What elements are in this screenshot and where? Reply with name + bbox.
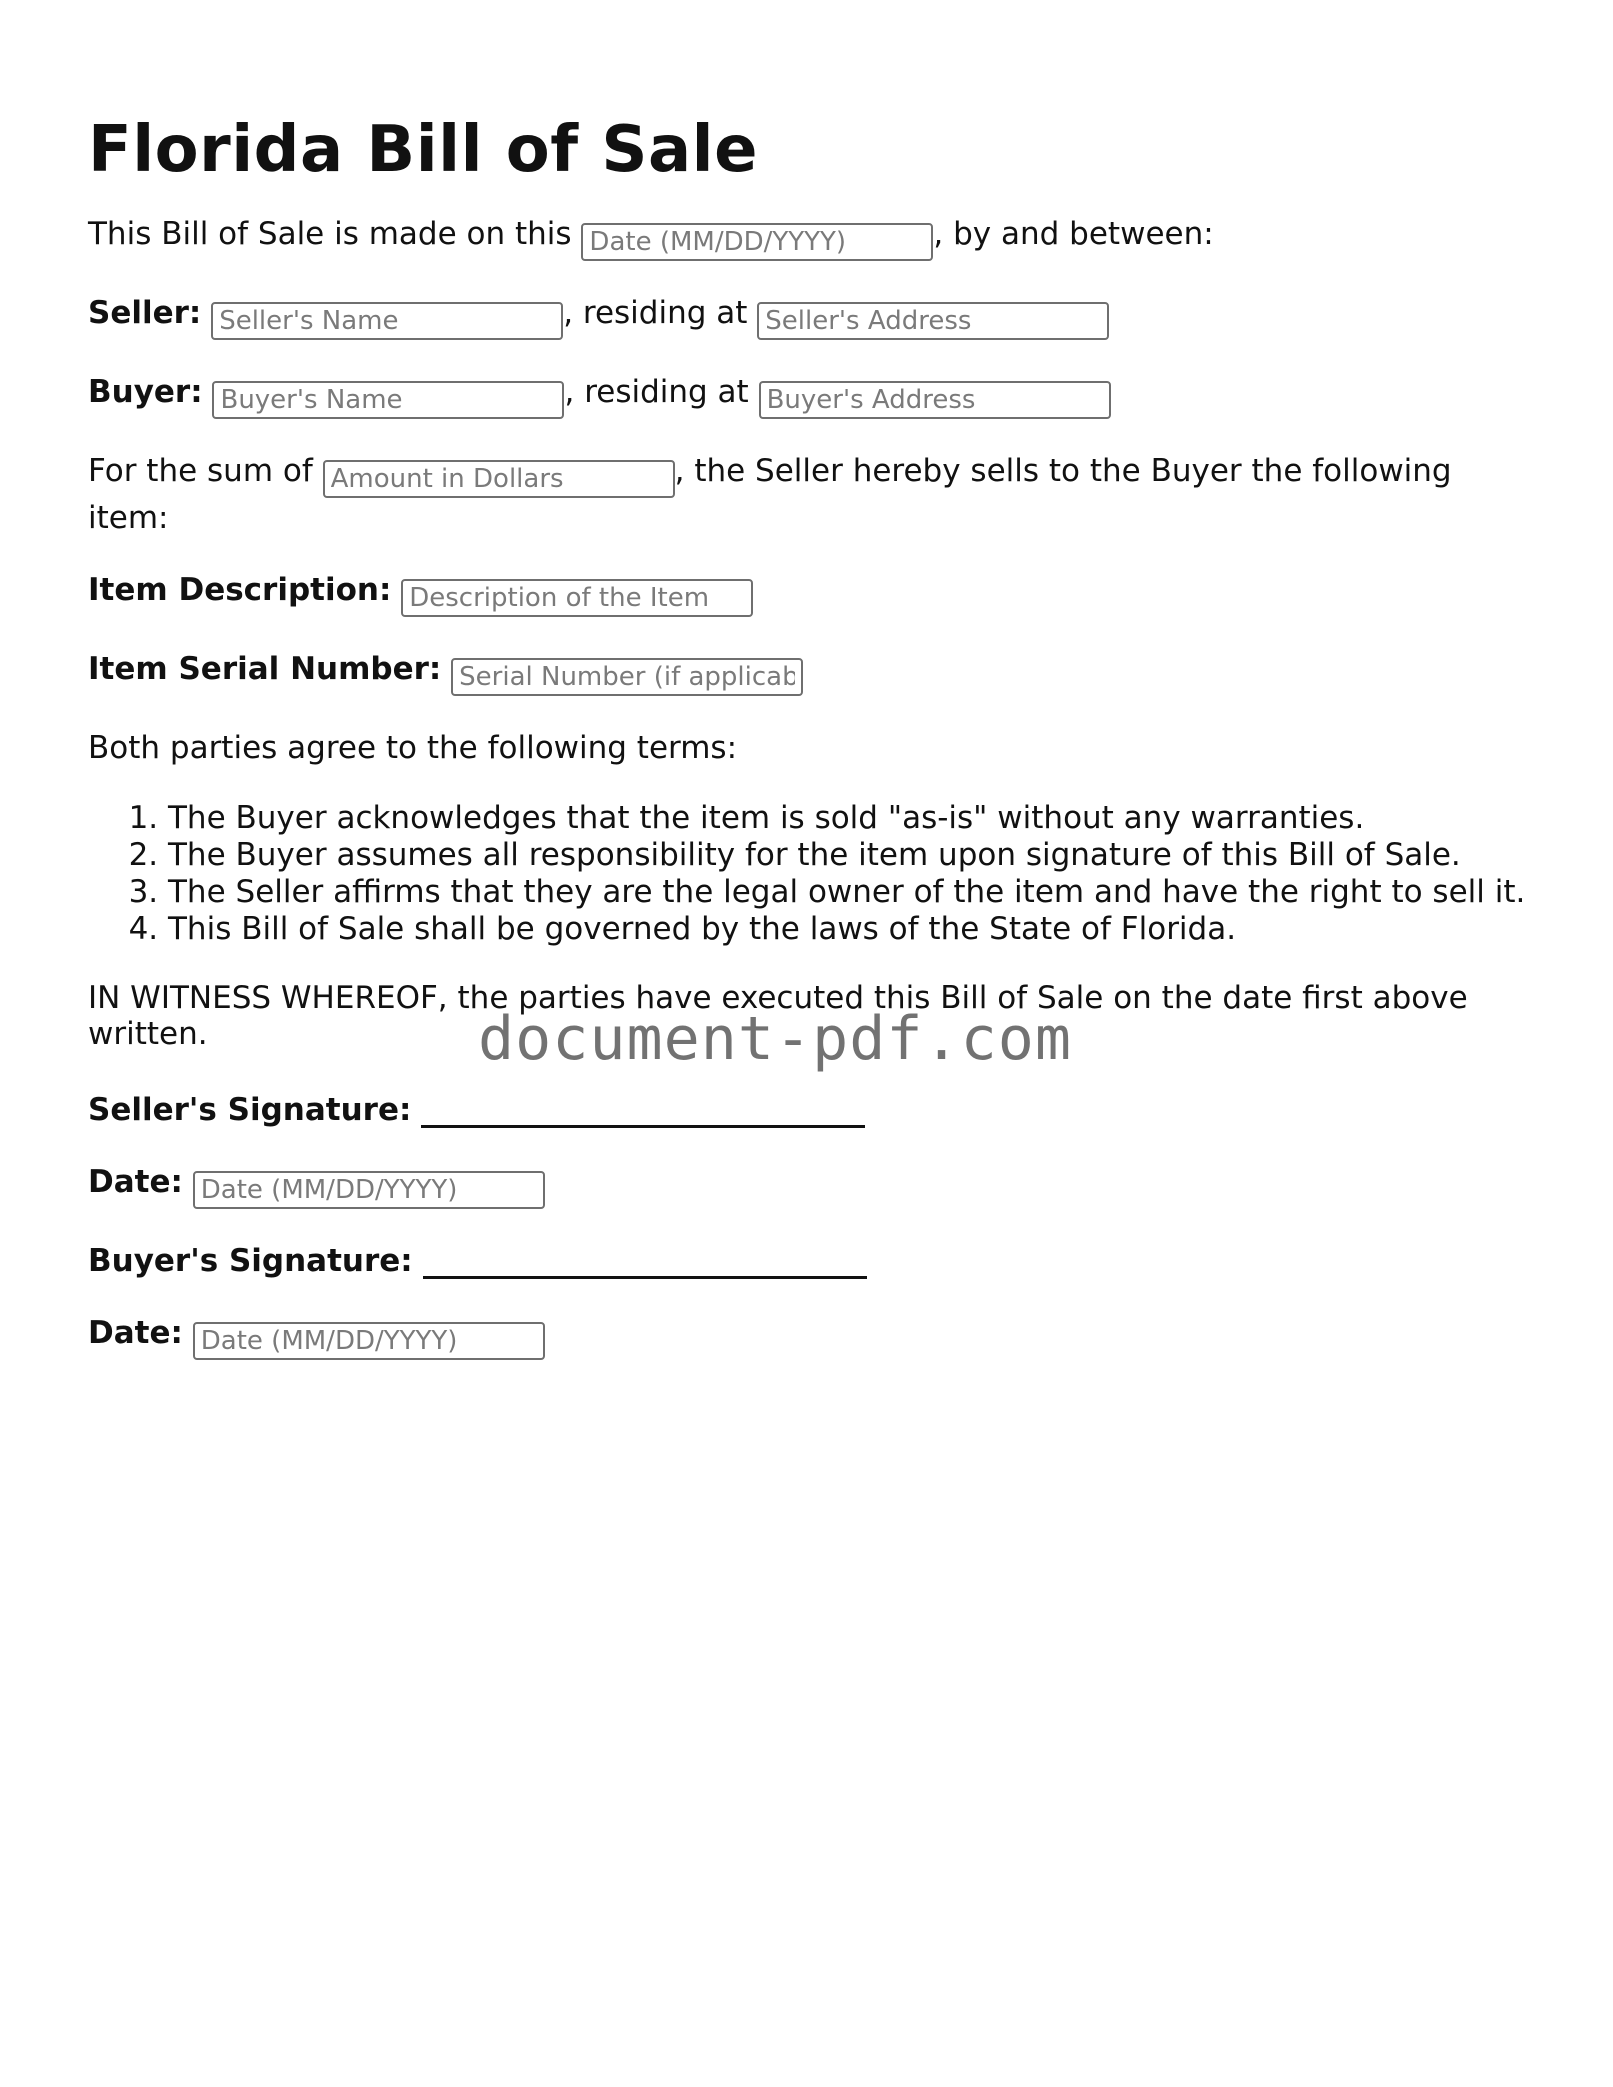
term-item: 1. The Buyer acknowledges that the item is sold "as-is" without any warranties. [168,800,1528,837]
term-item: 4. This Bill of Sale shall be governed by the laws of the State of Florida. [168,911,1528,948]
buyer-date-row [88,1313,1528,1360]
buyer-signature-line[interactable] [423,1244,867,1279]
amount-field[interactable] [323,460,675,498]
seller-date-label: Date: [88,1164,183,1200]
intro-after-text: , by and between: [933,216,1214,252]
buyer-residing-text: , residing at [564,374,749,410]
seller-label: Seller: [88,295,202,331]
seller-date-field[interactable] [193,1171,545,1209]
buyer-date-label: Date: [88,1315,183,1351]
seller-signature-label: Seller's Signature: [88,1092,412,1128]
item-description-row [88,570,1528,617]
bill-of-sale-document [88,108,1528,1392]
terms-intro: Both parties agree to the following terms: [88,730,738,766]
item-serial-row [88,649,1528,696]
buyer-signature-row [88,1241,1528,1281]
item-serial-field[interactable] [451,658,803,696]
watermark: document-pdf.com [478,1004,1072,1074]
seller-date-row [88,1162,1528,1209]
item-description-field[interactable] [401,579,753,617]
buyer-signature-label: Buyer's Signature: [88,1243,413,1279]
item-serial-label: Item Serial Number: [88,651,442,687]
term-item: 3. The Seller affirms that they are the legal owner of the item and have the right to sell it. [168,874,1528,911]
seller-name-field[interactable] [211,302,563,340]
term-item: 2. The Buyer assumes all responsibility for the item upon signature of this Bill of Sale. [168,837,1528,874]
item-description-label: Item Description: [88,572,392,608]
buyer-label: Buyer: [88,374,203,410]
buyer-address-field[interactable] [759,381,1111,419]
seller-address-field[interactable] [757,302,1109,340]
seller-row [88,293,1528,340]
seller-residing-text: , residing at [563,295,748,331]
buyer-name-field[interactable] [212,381,564,419]
sum-before-text: For the sum of [88,453,313,489]
sum-after-text: , the Seller hereby sells to the Buyer the following item: [88,453,1452,536]
witness-paragraph: IN WITNESS WHEREOF, the parties have executed this Bill of Sale on the date first above written. [88,980,1468,1052]
buyer-date-field[interactable] [193,1322,545,1360]
page-title: Florida Bill of Sale [88,113,758,187]
seller-signature-line[interactable] [421,1093,865,1128]
intro-text: This Bill of Sale is made on this [88,216,572,252]
terms-list [88,800,1528,948]
sum-paragraph [88,451,1528,538]
intro-paragraph [88,214,1528,261]
buyer-row [88,372,1528,419]
seller-signature-row [88,1090,1528,1130]
sale-date-field[interactable] [581,223,933,261]
